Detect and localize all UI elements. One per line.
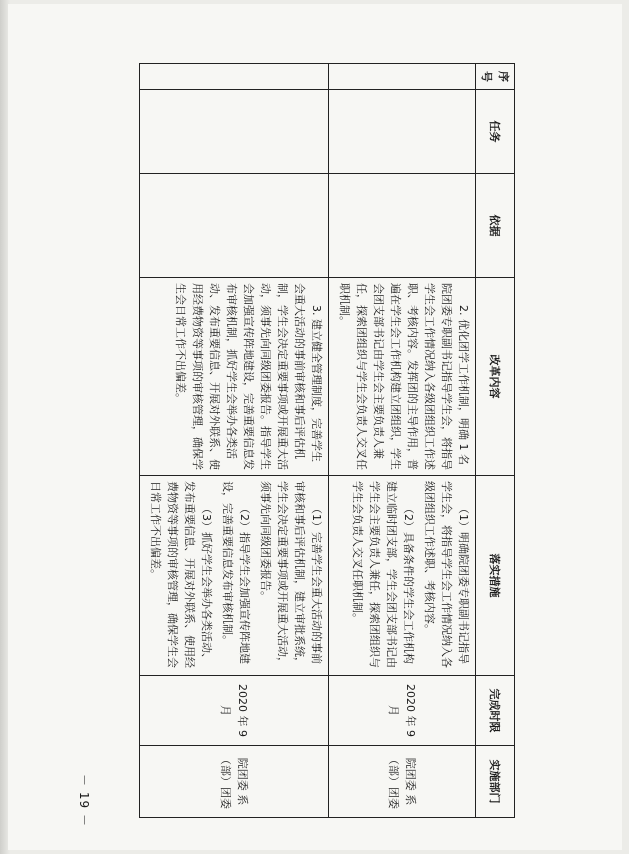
header-content: 改革内容 [476,278,515,476]
header-time: 完成时限 [476,676,515,746]
cell-seq [140,64,329,90]
header-basis: 依据 [476,174,515,278]
header-measures: 落实措施 [476,476,515,676]
cell-basis [329,174,476,278]
cell-seq [329,64,476,90]
header-dept: 实施部门 [476,746,515,818]
cell-task [140,90,329,174]
cell-time: 2020 年 9 月 [140,676,329,746]
content-paragraph: 3. 建立健全管理制度，完善学生会重大活动的事前审核和事后评估机制，学生会决定重要事项或开展重大活动，须事先向同级团委报告。指导学生会加强宣传阵地建设，完善重要信息发布审核机制，抓好学生会举办各类活动、发布重要信息、开展对外联系、使用经费物资等事项的审核管理，确保学生会日常工作不出偏差。 [174,283,323,470]
cell-content [329,278,476,476]
measure-item: （3）抓好学生会举办各类活动、发布重要信息、开展对外联系、使用经费物资等事项的审核管理，确保学生会日常工作不出偏差。 [149,481,213,668]
measure-item: （1）明确院团委专职副书记指导学生会，将指导学生会工作情况纳入各级团组织工作述职、考核内容。 [423,481,470,668]
cell-measures [140,476,329,676]
table-row [140,64,329,818]
table-header-row [476,64,515,818]
cell-dept: 院团委 系（部）团委 [140,746,329,818]
cell-measures [329,476,476,676]
measure-item: （2）具备条件的学生会工作机构建立临时团支部，学生会团支部书记由学生会主要负责人兼任，探索团组织与学生会负责人交叉任职机制。 [351,481,415,668]
rotated-table-wrapper [149,63,515,817]
cell-content [140,278,329,476]
cell-dept: 院团委 系（部）团委 [329,746,476,818]
header-task: 任务 [476,90,515,174]
table-row [329,64,476,818]
measure-item: （2）指导学生会加强宣传阵地建设，完善重要信息发布审核机制。 [221,481,251,664]
header-seq: 序号 [476,64,515,90]
page-number: － 19 － [76,774,91,827]
cell-basis [140,174,329,278]
cell-task [329,90,476,174]
reform-task-table [139,63,515,818]
cell-time: 2020 年 9 月 [329,676,476,746]
measure-item: （1）完善学生会重大活动的事前审核和事后评估机制，建立审批系统，学生会决定重要事项或开展重大活动，须事先向同级团委报告。 [259,481,323,668]
content-paragraph: 2. 优化团学工作机制，明确 1 名院团委专职副书记指导学生会，将指导学生会工作情况纳入各级团组织工作述职、考核内容。发挥团的主导作用，普遍在学生会工作机构建立团组织，学生会团支部书记由学生会主要负责人兼任，探索团组织与学生会负责人交叉任职机制。 [338,283,470,470]
